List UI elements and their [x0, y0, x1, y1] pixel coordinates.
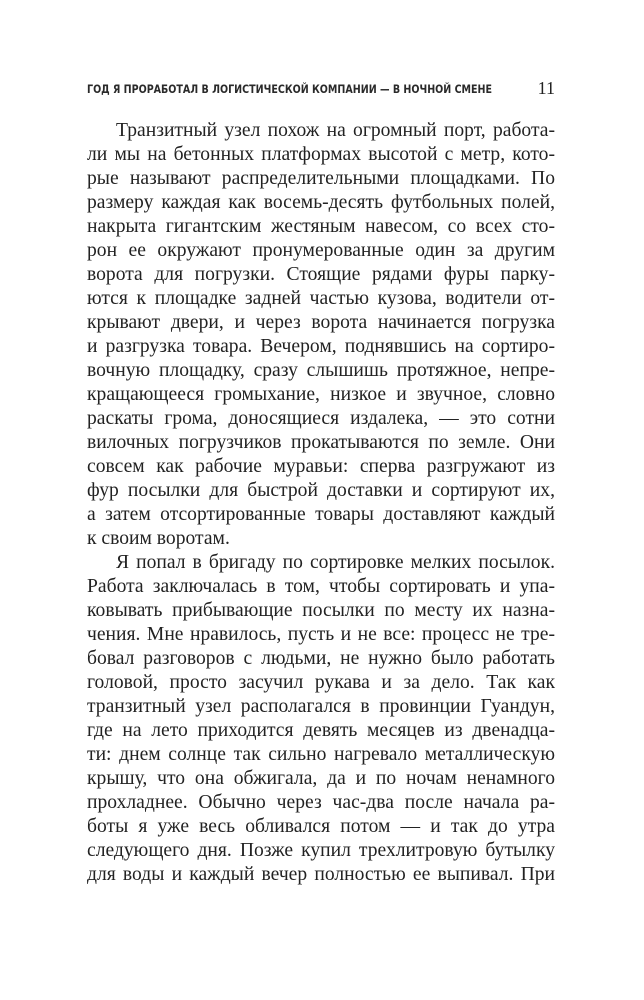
text-line: боты я уже весь обливался потом — и так до утра — [87, 816, 555, 837]
body-text — [87, 119, 555, 887]
text-line: ковывать прибывающие посылки по месту их назна- — [87, 600, 555, 621]
text-line: рон ее окружают пронумерованные один за другим — [87, 240, 555, 261]
text-line: накрыта гигантским жестяным навесом, со всех сто- — [87, 216, 555, 237]
text-line: бовал разговоров с людьми, не нужно было работать — [87, 648, 555, 669]
text-line: следующего дня. Позже купил трехлитровую бутылку — [87, 840, 555, 861]
text-line: ются к площадке задней частью кузова, водители от- — [87, 288, 555, 309]
text-line: для воды и каждый вечер полностью ее выпивал. При — [87, 864, 555, 885]
text-line: Работа заключалась в том, чтобы сортировать и упа- — [87, 576, 555, 597]
text-line: Транзитный узел похож на огромный порт, работа- — [116, 120, 555, 141]
text-line: раскаты грома, доносящиеся издалека, — это сотни — [87, 408, 555, 429]
text-line: к своим воротам. — [87, 528, 230, 549]
text-line: рые называют распределительными площадками. По — [87, 168, 555, 189]
text-line: ли мы на бетонных платформах высотой с метр, кото- — [87, 144, 555, 165]
running-title: ГОД Я ПРОРАБОТАЛ В ЛОГИСТИЧЕСКОЙ КОМПАНИИ — В НОЧНОЙ СМЕНЕ — [87, 82, 493, 96]
text-line: вилочных погрузчиков прокатываются по земле. Они — [87, 432, 555, 453]
text-line: Я попал в бригаду по сортировке мелких посылок. — [116, 552, 555, 573]
text-line: совсем как рабочие муравьи: сперва разгружают из — [87, 456, 555, 477]
text-line: головой, просто засучил рукава и за дело. Так как — [87, 672, 555, 693]
text-line: кращающееся громыхание, низкое и звучное, словно — [87, 384, 555, 405]
text-line: где на лето приходится девять месяцев из двенадца- — [87, 720, 555, 741]
running-header — [87, 80, 555, 100]
text-line: вочную площадку, сразу слышишь протяжное, непре- — [87, 360, 555, 381]
page-number: 11 — [537, 78, 555, 98]
text-line: прохладнее. Обычно через час-два после начала ра- — [87, 792, 555, 813]
text-line: крывают двери, и через ворота начинается погрузка — [87, 312, 555, 333]
text-line: и разгрузка товара. Вечером, поднявшись на сортиро- — [87, 336, 555, 357]
text-line: крышу, что она обжигала, да и по ночам ненамного — [87, 768, 555, 789]
text-line: фур посылки для быстрой доставки и сортируют их, — [87, 480, 555, 501]
text-line: а затем отсортированные товары доставляют каждый — [87, 504, 555, 525]
text-line: ти: днем солнце так сильно нагревало металлическую — [87, 744, 555, 765]
text-line: чения. Мне нравилось, пусть и не все: процесс не тре- — [87, 624, 555, 645]
text-line: ворота для погрузки. Стоящие рядами фуры парку- — [87, 264, 555, 285]
text-line: транзитный узел располагался в провинции Гуандун, — [87, 696, 555, 717]
text-line: размеру каждая как восемь-десять футбольных полей, — [87, 192, 555, 213]
